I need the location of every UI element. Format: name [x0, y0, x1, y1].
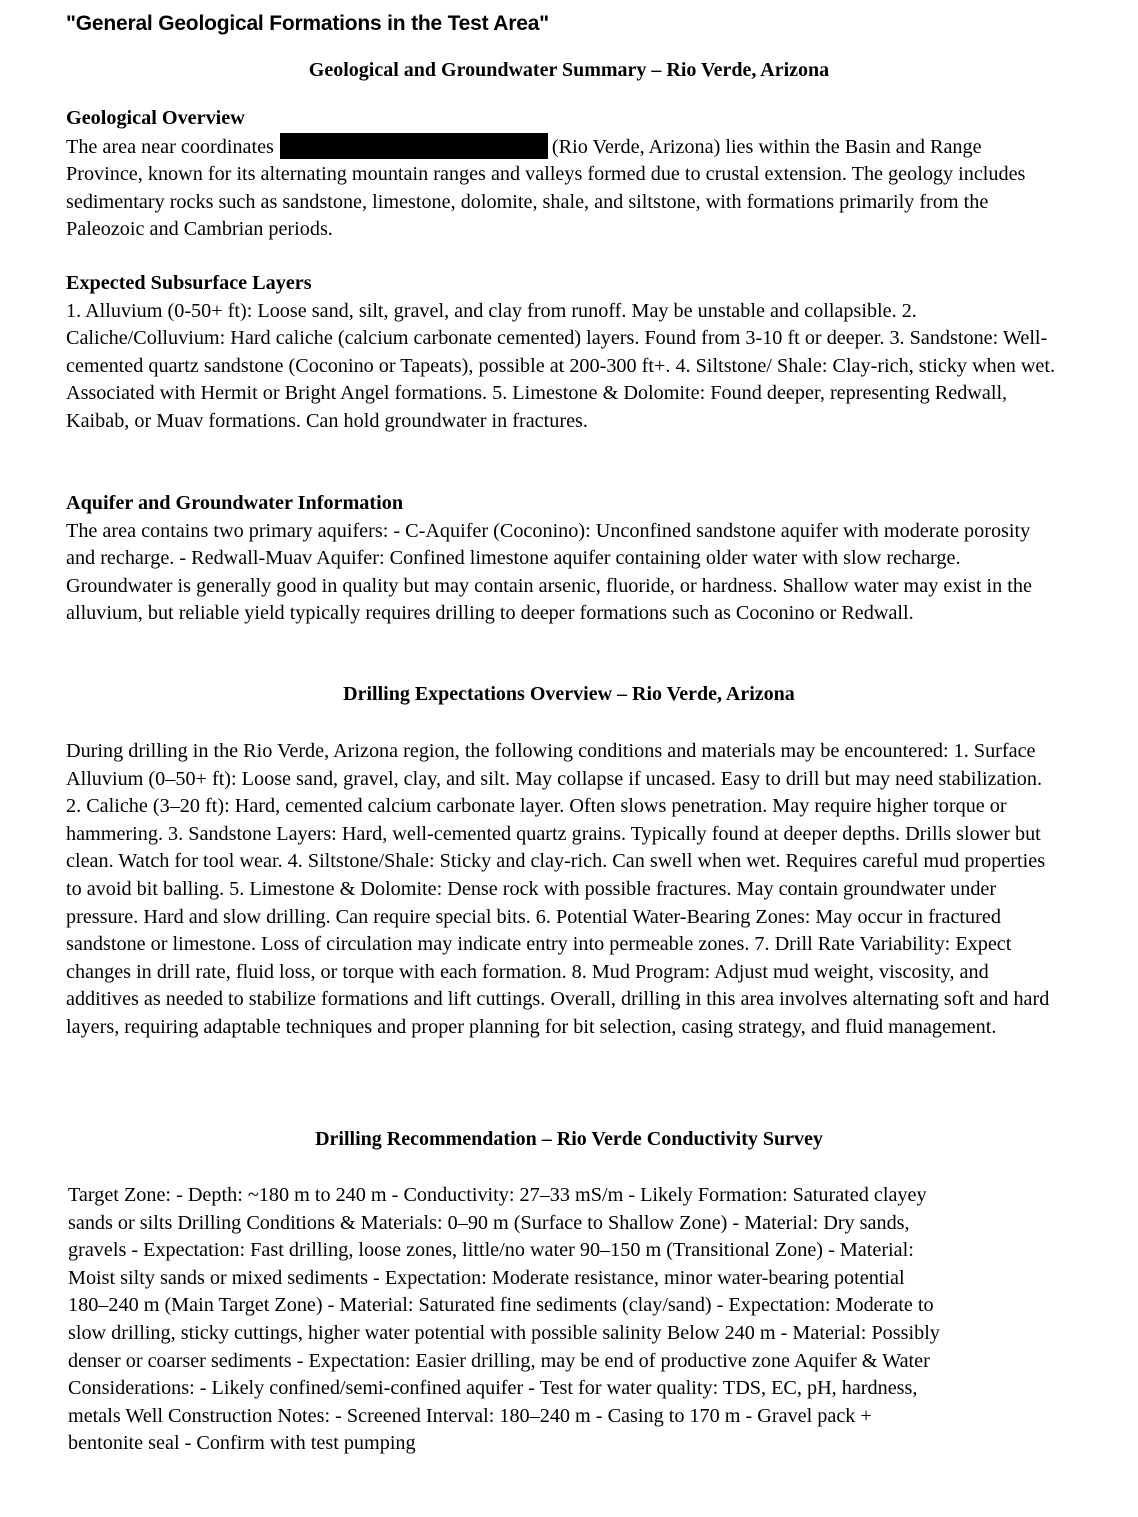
- aquifer-heading: Aquifer and Groundwater Information: [66, 492, 404, 514]
- geological-overview-text: [66, 133, 1056, 244]
- overview-text-after-redaction: (Rio Verde, Arizona) lies within the Basin and Range Province, known for its alternating mountain ranges and valleys formed due to crustal extension. The geology includes sedimentary rocks such as sandstone, limestone, dolomite, shale, and siltstone, with formations primarily from the Paleozoic and Cambrian periods.: [66, 135, 1026, 241]
- drilling-recommendation-text: Target Zone: - Depth: ~180 m to 240 m - Conductivity: 27–33 mS/m - Likely Formation: Saturated clayey sands or silts Drilling Conditions & Materials: 0–90 m (Surface to Shallow Zone) - Material: Dry sands, gravels - Expectation: Fast drilling, loose zones, little/no water 90–150 m (Transitional Zone) - Material: Moist silty sands or mixed sediments - Expectation: Moderate resistance, minor water-bearing potential 180–240 m (Main Target Zone) - Material: Saturated fine sediments (clay/sand) - Expectation: Moderate to slow drilling, sticky cuttings, higher water potential with possible salinity Below 240 m - Material: Possibly denser or coarser sediments - Expectation: Easier drilling, may be end of productive zone Aquifer & Water Considerations: - Likely confined/semi-confined aquifer - Test for water quality: TDS, EC, pH, hardness, metals Well Construction Notes: - Screened Interval: 180–240 m - Casing to 170 m - Gravel pack + bentonite seal - Confirm with test pumping: [68, 1184, 940, 1455]
- geological-overview-section: [66, 105, 1056, 244]
- document-title: "General Geological Formations in the Test Area": [66, 12, 549, 35]
- geological-overview-heading: Geological Overview: [66, 107, 245, 129]
- redacted-coordinates: [280, 133, 548, 159]
- summary-heading: Geological and Groundwater Summary – Rio Verde, Arizona: [308, 59, 830, 81]
- subsurface-layers-heading: Expected Subsurface Layers: [66, 272, 312, 294]
- drilling-recommendation-heading: Drilling Recommendation – Rio Verde Conductivity Survey: [315, 1128, 823, 1150]
- drilling-expectations-text: During drilling in the Rio Verde, Arizona region, the following conditions and materials may be encountered: 1. Surface Alluvium (0–50+ ft): Loose sand, gravel, clay, and silt. May collapse if uncased. Easy to drill but may need stabilization. 2. Caliche (3–20 ft): Hard, cemented calcium carbonate layer. Often slows penetration. May require higher torque or hammering. 3. Sandstone Layers: Hard, well-cemented quartz grains. Typically found at deeper depths. Drills slower but clean. Watch for tool wear. 4. Siltstone/Shale: Sticky and clay-rich. Can swell when wet. Requires careful mud properties to avoid bit balling. 5. Limestone & Dolomite: Dense rock with possible fractures. May contain groundwater under pressure. Hard and slow drilling. Can require special bits. 6. Potential Water-Bearing Zones: May occur in fractured sandstone or limestone. Loss of circulation may indicate entry into permeable zones. 7. Drill Rate Variability: Expect changes in drill rate, fluid loss, or torque with each formation. 8. Mud Program: Adjust mud weight, viscosity, and additives as needed to stabilize formations and lift cuttings. Overall, drilling in this area involves alternating soft and hard layers, requiring adaptable techniques and proper planning for bit selection, casing strategy, and fluid management.: [66, 740, 1050, 1038]
- aquifer-section: [66, 490, 1056, 628]
- subsurface-layers-section: [66, 270, 1056, 436]
- overview-text-before-redaction: The area near coordinates: [66, 135, 274, 158]
- subsurface-layers-text: 1. Alluvium (0-50+ ft): Loose sand, silt, gravel, and clay from runoff. May be unstable and collapsible. 2. Caliche/Colluvium: Hard caliche (calcium carbonate cemented) layers. Found from 3-10 ft or deeper. 3. Sandstone: Well-cemented quartz sandstone (Coconino or Tapeats), possible at 200-300 ft+. 4. Siltstone/ Shale: Clay-rich, sticky when wet. Associated with Hermit or Bright Angel formations. 5. Limestone & Dolomite: Found deeper, representing Redwall, Kaibab, or Muav formations. Can hold groundwater in fractures.: [66, 299, 1056, 432]
- drilling-expectations-heading: Drilling Expectations Overview – Rio Verde, Arizona: [343, 683, 795, 705]
- aquifer-text: The area contains two primary aquifers: - C-Aquifer (Coconino): Unconfined sandstone aquifer with moderate porosity and recharge. - Redwall-Muav Aquifer: Confined limestone aquifer containing older water with slow recharge. Groundwater is generally good in quality but may contain arsenic, fluoride, or hardness. Shallow water may exist in the alluvium, but reliable yield typically requires drilling to deeper formations such as Coconino or Redwall.: [66, 519, 1032, 625]
